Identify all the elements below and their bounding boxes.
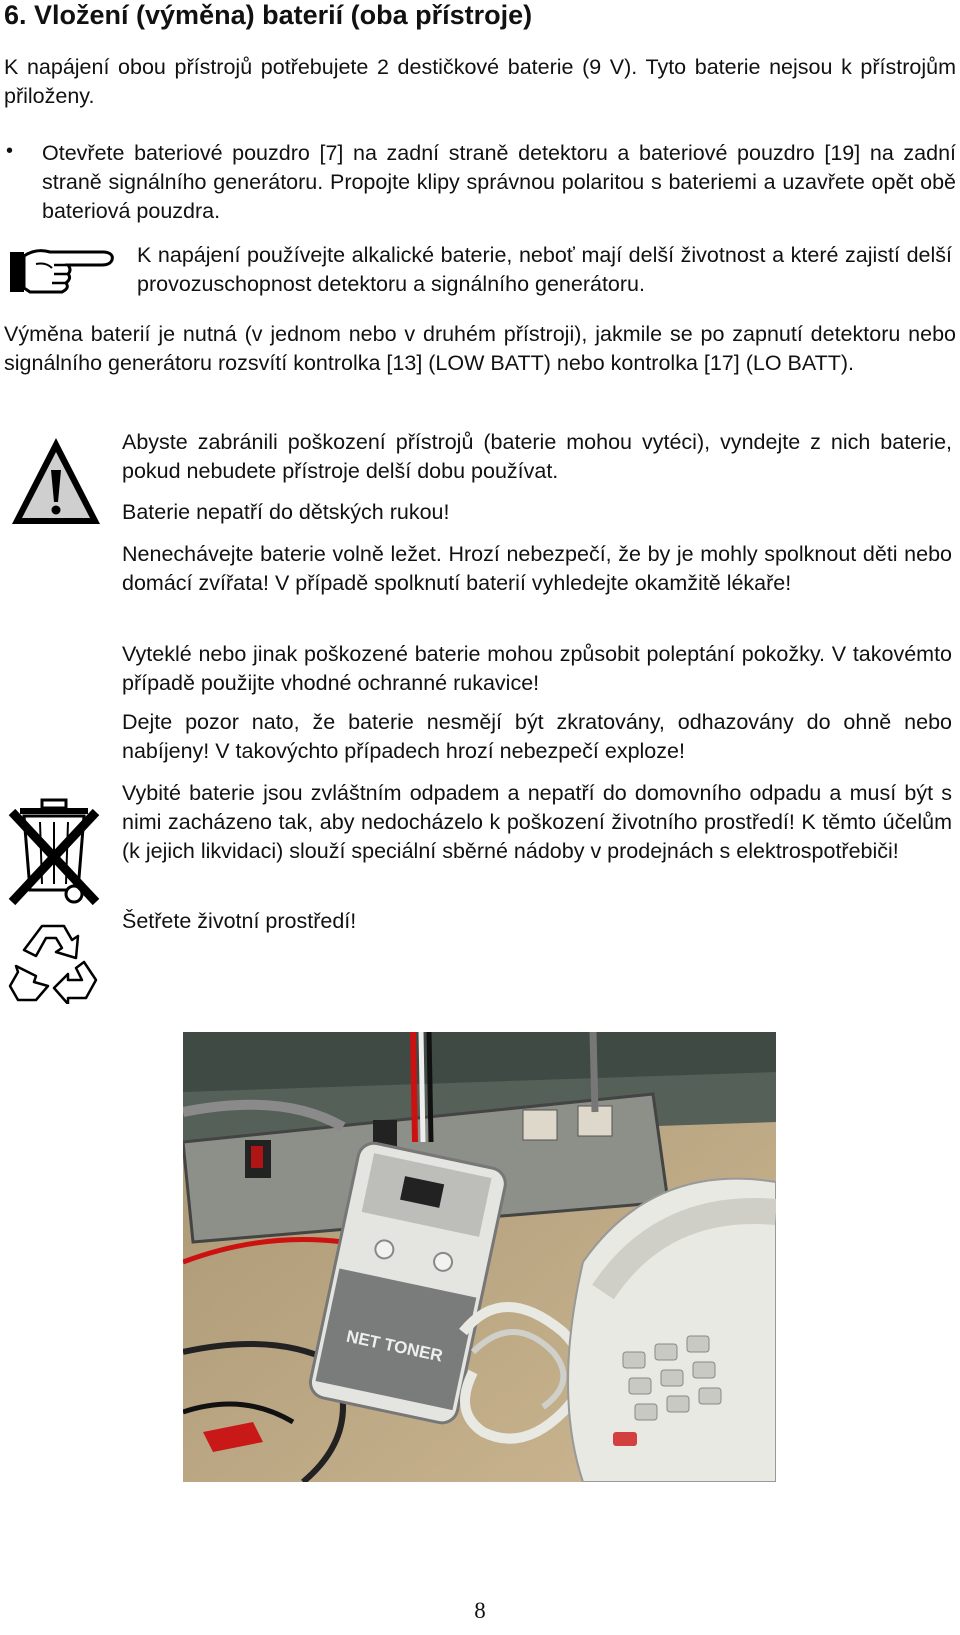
- disposal-text: Vybité baterie jsou zvláštním odpadem a nepatří do domovního odpadu a musí být s nimi zacházeno tak, aby nedocházelo k poškození životního prostředí! K těmto účelům (k jejich likvidaci) slouží speciální sběrné nádoby v prodejnách s elektrospotřebiči!: [122, 781, 952, 863]
- warning-text: Dejte pozor nato, že baterie nesmějí být zkratovány, odhazovány do ohně nebo nabíjeny! V takovýchto případech hrozí nebezpečí exploze!: [122, 710, 952, 763]
- device-label: NET TONER: [344, 1326, 445, 1366]
- note-text: K napájení používejte alkalické baterie, neboť mají delší životnost a které zajistí delší provozuschopnost detektoru a signálního generátoru.: [137, 243, 952, 296]
- intro-paragraph: K napájení obou přístrojů potřebujete 2 destičkové baterie (9 V). Tyto baterie nejsou k přístrojům přiloženy.: [4, 55, 956, 108]
- replacement-paragraph: Výměna baterií je nutná (v jednom nebo v druhém přístroji), jakmile se po zapnutí detektoru nebo signálního generátoru rozsvítí kontrolka [13] (LOW BATT) nebo kontrolka [17] (LO BATT).: [4, 322, 956, 375]
- crossed-bin-icon: [4, 790, 104, 910]
- warning-text: Abyste zabránili poškození přístrojů (baterie mohou vytéci), vyndejte z nich baterie, pokud nebudete přístroje delší dobu používat.: [122, 430, 952, 483]
- pointing-hand-icon: [6, 238, 118, 304]
- bullet-instruction: Otevřete bateriové pouzdro [7] na zadní straně detektoru a bateriové pouzdro [19] na zadní straně signálního generátoru. Propojte klipy správnou polaritou s bateriemi a uzavřete opět obě bateriová pouzdra.: [42, 141, 956, 223]
- warning-triangle-icon: [8, 432, 104, 532]
- environment-note: Šetřete životní prostředí!: [122, 909, 357, 933]
- section-heading: 6. Vložení (výměna) baterií (oba přístroje): [4, 0, 533, 30]
- page-number: 8: [474, 1598, 486, 1623]
- recycle-icon: [6, 918, 104, 1004]
- bullet-marker: •: [6, 140, 14, 162]
- net-toner-photo: [183, 1032, 776, 1482]
- warning-text: Baterie nepatří do dětských rukou!: [122, 500, 450, 524]
- warning-text: Vyteklé nebo jinak poškozené baterie mohou způsobit poleptání pokožky. V takovémto případě použijte vhodné ochranné rukavice!: [122, 642, 952, 695]
- warning-text: Nenechávejte baterie volně ležet. Hrozí nebezpečí, že by je mohly spolknout děti nebo domácí zvířata! V případě spolknutí baterií vyhledejte okamžitě lékaře!: [122, 542, 952, 595]
